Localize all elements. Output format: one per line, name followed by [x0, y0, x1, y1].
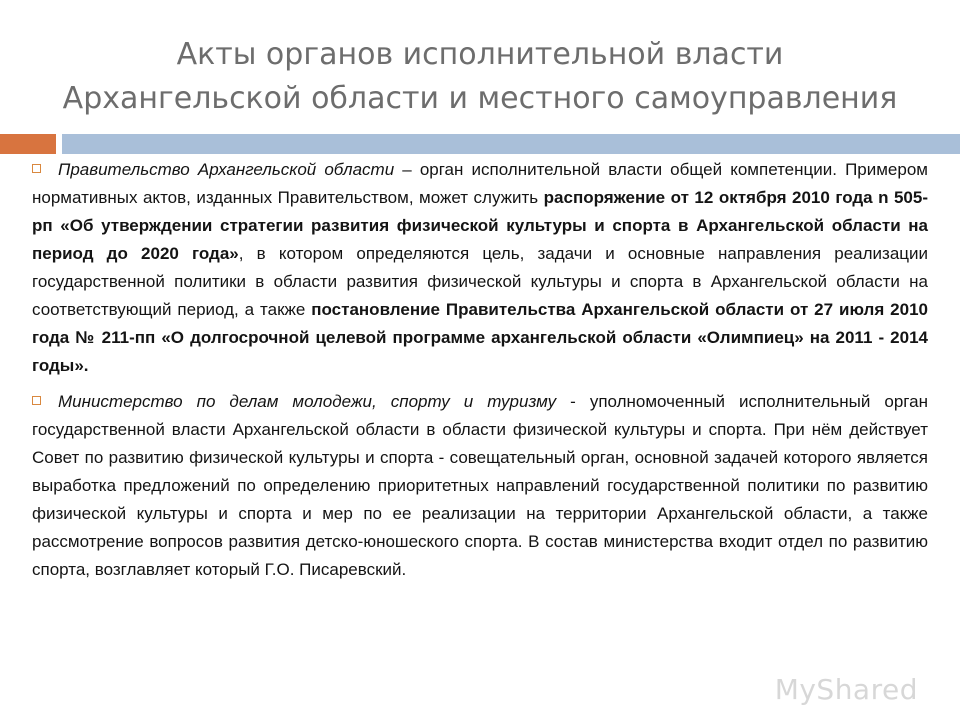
org-name-ministry: Министерство по делам молодежи, спорту и туризму — [58, 392, 557, 411]
slide-body — [32, 156, 928, 584]
paragraph-government — [32, 156, 928, 380]
paragraph-ministry — [32, 388, 928, 584]
divider-bar — [62, 134, 960, 154]
org-name-government: Правительство Архангельской области — [58, 160, 395, 179]
title-line-2: Архангельской области и местного самоуправления — [62, 81, 898, 116]
paragraph-text: , в котором определяются цель, задачи и основные направления реализации государственной политики в области развития физической культуры и спорта в Архангельской области на соответствующий период, а также — [32, 244, 928, 319]
square-bullet-icon — [32, 164, 41, 173]
paragraph-text: - уполномоченный исполнительный орган государственной власти Архангельской области в области физической культуры и спорта. При нём действует Совет по развитию физической культуры и спорта - совещательный орган, основной задачей которого является выработка предложений по определению приоритетных направлений государственной политики по развитию физической культуры и спорта и мер по ее реализации на территории Архангельской области, а также рассмотрение вопросов развития детско-юношеского спорта. В состав министерства входит отдел по развитию спорта, возглавляет который Г.О. Писаревский. — [32, 392, 928, 579]
document-reference: постановление Правительства Архангельской области от 27 июля 2010 года № 211-пп «О долгосрочной целевой программе архангельской области «Олимпиец» на 2011 - 2014 годы». — [32, 300, 928, 375]
accent-bar — [0, 134, 56, 154]
document-reference: распоряжение от 12 октября 2010 года n 505-рп «Об утверждении стратегии развития физической культуры и спорта в Архангельской области на период до 2020 года» — [32, 188, 928, 263]
watermark-logo: MyShared — [774, 673, 918, 706]
slide-title — [0, 0, 960, 126]
paragraph-text: – орган исполнительной власти общей компетенции. Примером нормативных актов, изданных Правительством, может служить — [32, 160, 928, 207]
title-line-1: Акты органов исполнительной власти — [176, 37, 784, 72]
square-bullet-icon — [32, 396, 41, 405]
